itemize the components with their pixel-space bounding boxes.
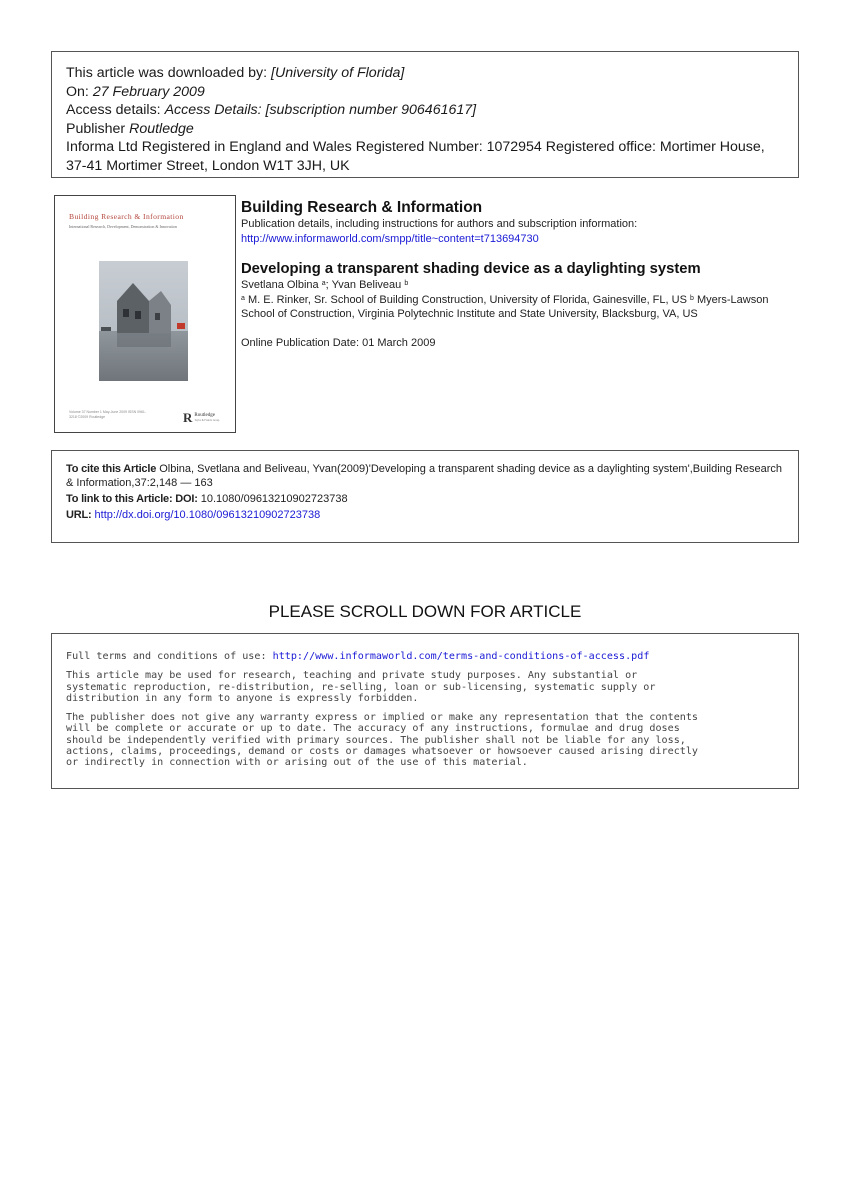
doi-row [66, 493, 784, 507]
article-title: Developing a transparent shading device as a daylighting system [241, 261, 701, 277]
routledge-r-icon: R [183, 410, 193, 425]
routledge-logo-small: Taylor & Francis Group [194, 419, 220, 422]
author2-affil-mark: b [404, 280, 409, 287]
terms-box [51, 633, 799, 789]
affiliations [241, 293, 801, 322]
affiliation-a: M. E. Rinker, Sr. School of Building Construction, University of Florida, Gainesville, FL, US [244, 293, 690, 306]
terms-label: Full terms and conditions of use: [66, 651, 273, 662]
journal-info [241, 199, 801, 350]
journal-cover[interactable] [54, 195, 236, 433]
publisher-label: Publisher [66, 120, 130, 137]
download-date-label: On: [66, 83, 93, 100]
cover-title: Building Research & Information [69, 212, 184, 221]
affil-b-mark: b [689, 294, 694, 302]
journal-name: Building Research & Information [241, 199, 483, 216]
doi-label: To link to this Article: DOI: [66, 492, 198, 505]
downloaded-by-value: [University of Florida] [271, 65, 405, 81]
author1-affil-mark: a [321, 280, 326, 287]
terms-link[interactable]: http://www.informaworld.com/terms-and-conditions-of-access.pdf [272, 651, 650, 662]
cover-meta: Volume 37 Number 1 May-June 2009 ISSN 0961-3218 ©2009 Routledge [69, 410, 147, 419]
online-publication-date: Online Publication Date: 01 March 2009 [241, 336, 436, 349]
cite-text: Olbina, Svetlana and Beliveau, Yvan(2009)'Developing a transparent shading device as a daylighting system',Building Research & Information,37:2,148 — 163 [66, 463, 783, 489]
author-beliveau: Yvan Beliveau [331, 279, 402, 291]
affil-a-mark: a [241, 294, 245, 302]
doi-value: 10.1080/09613210902723738 [197, 492, 348, 505]
publication-details-text: Publication details, including instructions for authors and subscription information: [241, 218, 638, 230]
scroll-notice: PLEASE SCROLL DOWN FOR ARTICLE [268, 602, 582, 621]
access-details-label: Access details: [66, 102, 165, 118]
authors [241, 278, 801, 293]
citation-box [51, 450, 799, 543]
doi-url-link[interactable]: http://dx.doi.org/10.1080/09613210902723738 [91, 508, 321, 521]
cover-subtitle: International Research, Development, Demonstration & Innovation [69, 224, 177, 229]
terms-usage-paragraph: This article may be used for research, teaching and private study purposes. Any substantial or systematic reproduction, re-distribution, re-selling, loan or sub-licensing, systematic supply or distribution in any form to anyone is expressly forbidden. [66, 670, 656, 704]
publisher-line [66, 120, 784, 139]
url-row [66, 509, 784, 523]
url-label: URL: [66, 508, 92, 521]
journal-details-link[interactable]: http://www.informaworld.com/smpp/title~content=t713694730 [241, 232, 539, 245]
routledge-logo-text: Routledge [194, 413, 215, 418]
registered-office: Informa Ltd Registered in England and Wales Registered Number: 1072954 Registered office: Mortimer House, 37-41 Mortimer Street, London W1T 3JH, UK [66, 139, 765, 174]
download-date-value: 27 February 2009 [92, 83, 205, 100]
cite-label: To cite this Article [66, 463, 157, 475]
routledge-logo [183, 412, 219, 424]
access-details-line [66, 101, 784, 120]
cover-photo [99, 261, 188, 381]
terms-warranty-paragraph: The publisher does not give any warranty express or implied or make any representation that the contents will be complete or accurate or up to date. The accuracy of any instructions, formulae and drug doses should be independently verified with primary sources. The publisher shall not be liable for any loss, actions, claims, proceedings, demand or costs or damages whatsoever or howsoever caused arising directly or indirectly in connection with or arising out of the use of this material. [66, 712, 699, 769]
access-details-value: Access Details: [subscription number 906461617] [164, 102, 477, 118]
building-photo-image [99, 261, 188, 381]
download-date-line [66, 83, 784, 102]
publisher-value: Routledge [129, 120, 194, 137]
download-info-box [51, 51, 799, 178]
author-separator: ; [325, 279, 332, 291]
terms-line [66, 651, 784, 662]
cite-row [66, 463, 784, 490]
affiliation-b: Myers-Lawson School of Construction, Virginia Polytechnic Institute and State University, Blacksburg, VA, US [241, 293, 769, 320]
downloaded-by-line [66, 64, 784, 83]
author-olbina: Svetlana Olbina [241, 279, 319, 291]
downloaded-by-label: This article was downloaded by: [66, 65, 272, 81]
